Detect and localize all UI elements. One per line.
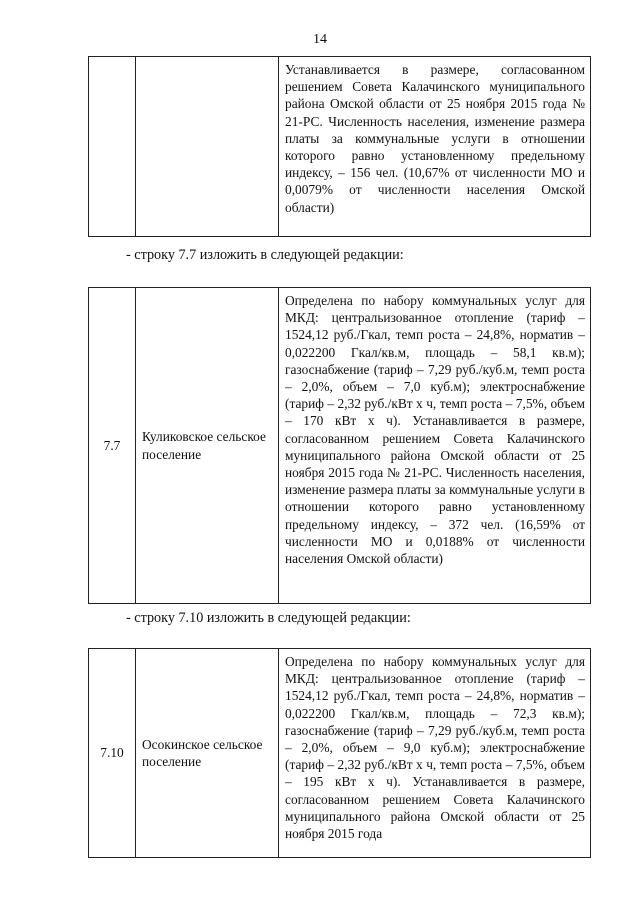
- table-row-7-10: [88, 648, 591, 858]
- row-description-cell: Определена по набору коммунальных услуг для МКД: центральизованное отопление (тариф – 1524,12 руб./Гкал, темп роста – 24,8%, норматив – 0,022200 Гкал/кв.м, площадь – 72,3 кв.м); газоснабжение (тариф – 7,29 руб./куб.м, темп роста – 2,0%, объем – 9,0 куб.м); электроснабжение (тариф – 2,32 руб./кВт х ч, темп роста – 7,5%, объем – 195 кВт х ч). Устанавливается в размере, согласованном решением Совета Калачинского муниципального района Омской области от 25 ноября 2015 года: [279, 649, 591, 858]
- municipality-name-cell: Куликовское сельское поселение: [136, 288, 279, 604]
- municipality-name-cell: Осокинское сельское поселение: [136, 649, 279, 858]
- municipality-name-cell: [136, 57, 279, 237]
- page-number: 14: [313, 32, 327, 47]
- instruction-row-7-10: - строку 7.10 изложить в следующей редакции:: [126, 610, 411, 626]
- row-description-cell: Определена по набору коммунальных услуг для МКД: центральизованное отопление (тариф – 1524,12 руб./Гкал, темп роста – 24,8%, норматив – 0,022200 Гкал/кв.м, площадь – 58,1 кв.м); газоснабжение (тариф – 7,29 руб./куб.м, темп роста – 2,0%, объем – 7,0 куб.м); электроснабжение (тариф – 2,32 руб./кВт х ч, темп роста – 7,5%, объем – 170 кВт х ч). Устанавливается в размере, согласованном решением Совета Калачинского муниципального района Омской области от 25 ноября 2015 года № 21-РС. Численность населения, изменение размера платы за коммунальные услуги в отношении которого равно установленному предельному индексу, – 372 чел. (16,59% от численности МО и 0,0188% от численности населения Омской области): [279, 288, 591, 604]
- table-row: [89, 288, 591, 604]
- table-row: [89, 57, 591, 237]
- row-number-cell: 7.7: [89, 288, 136, 604]
- row-number-cell: 7.10: [89, 649, 136, 858]
- row-description-cell: Устанавливается в размере, согласованном решением Совета Калачинского муниципального района Омской области от 25 ноября 2015 года № 21-РС. Численность населения, изменение размера платы за коммунальные услуги в отношении которого равно установленному предельному индексу, – 156 чел. (10,67% от численности МО и 0,0079% от численности населения Омской области): [279, 57, 591, 237]
- row-number-cell: [89, 57, 136, 237]
- table-row: [89, 649, 591, 858]
- table-row-7-7: [88, 287, 591, 604]
- instruction-row-7-7: - строку 7.7 изложить в следующей редакции:: [126, 247, 404, 263]
- table-row-continuation: [88, 56, 591, 237]
